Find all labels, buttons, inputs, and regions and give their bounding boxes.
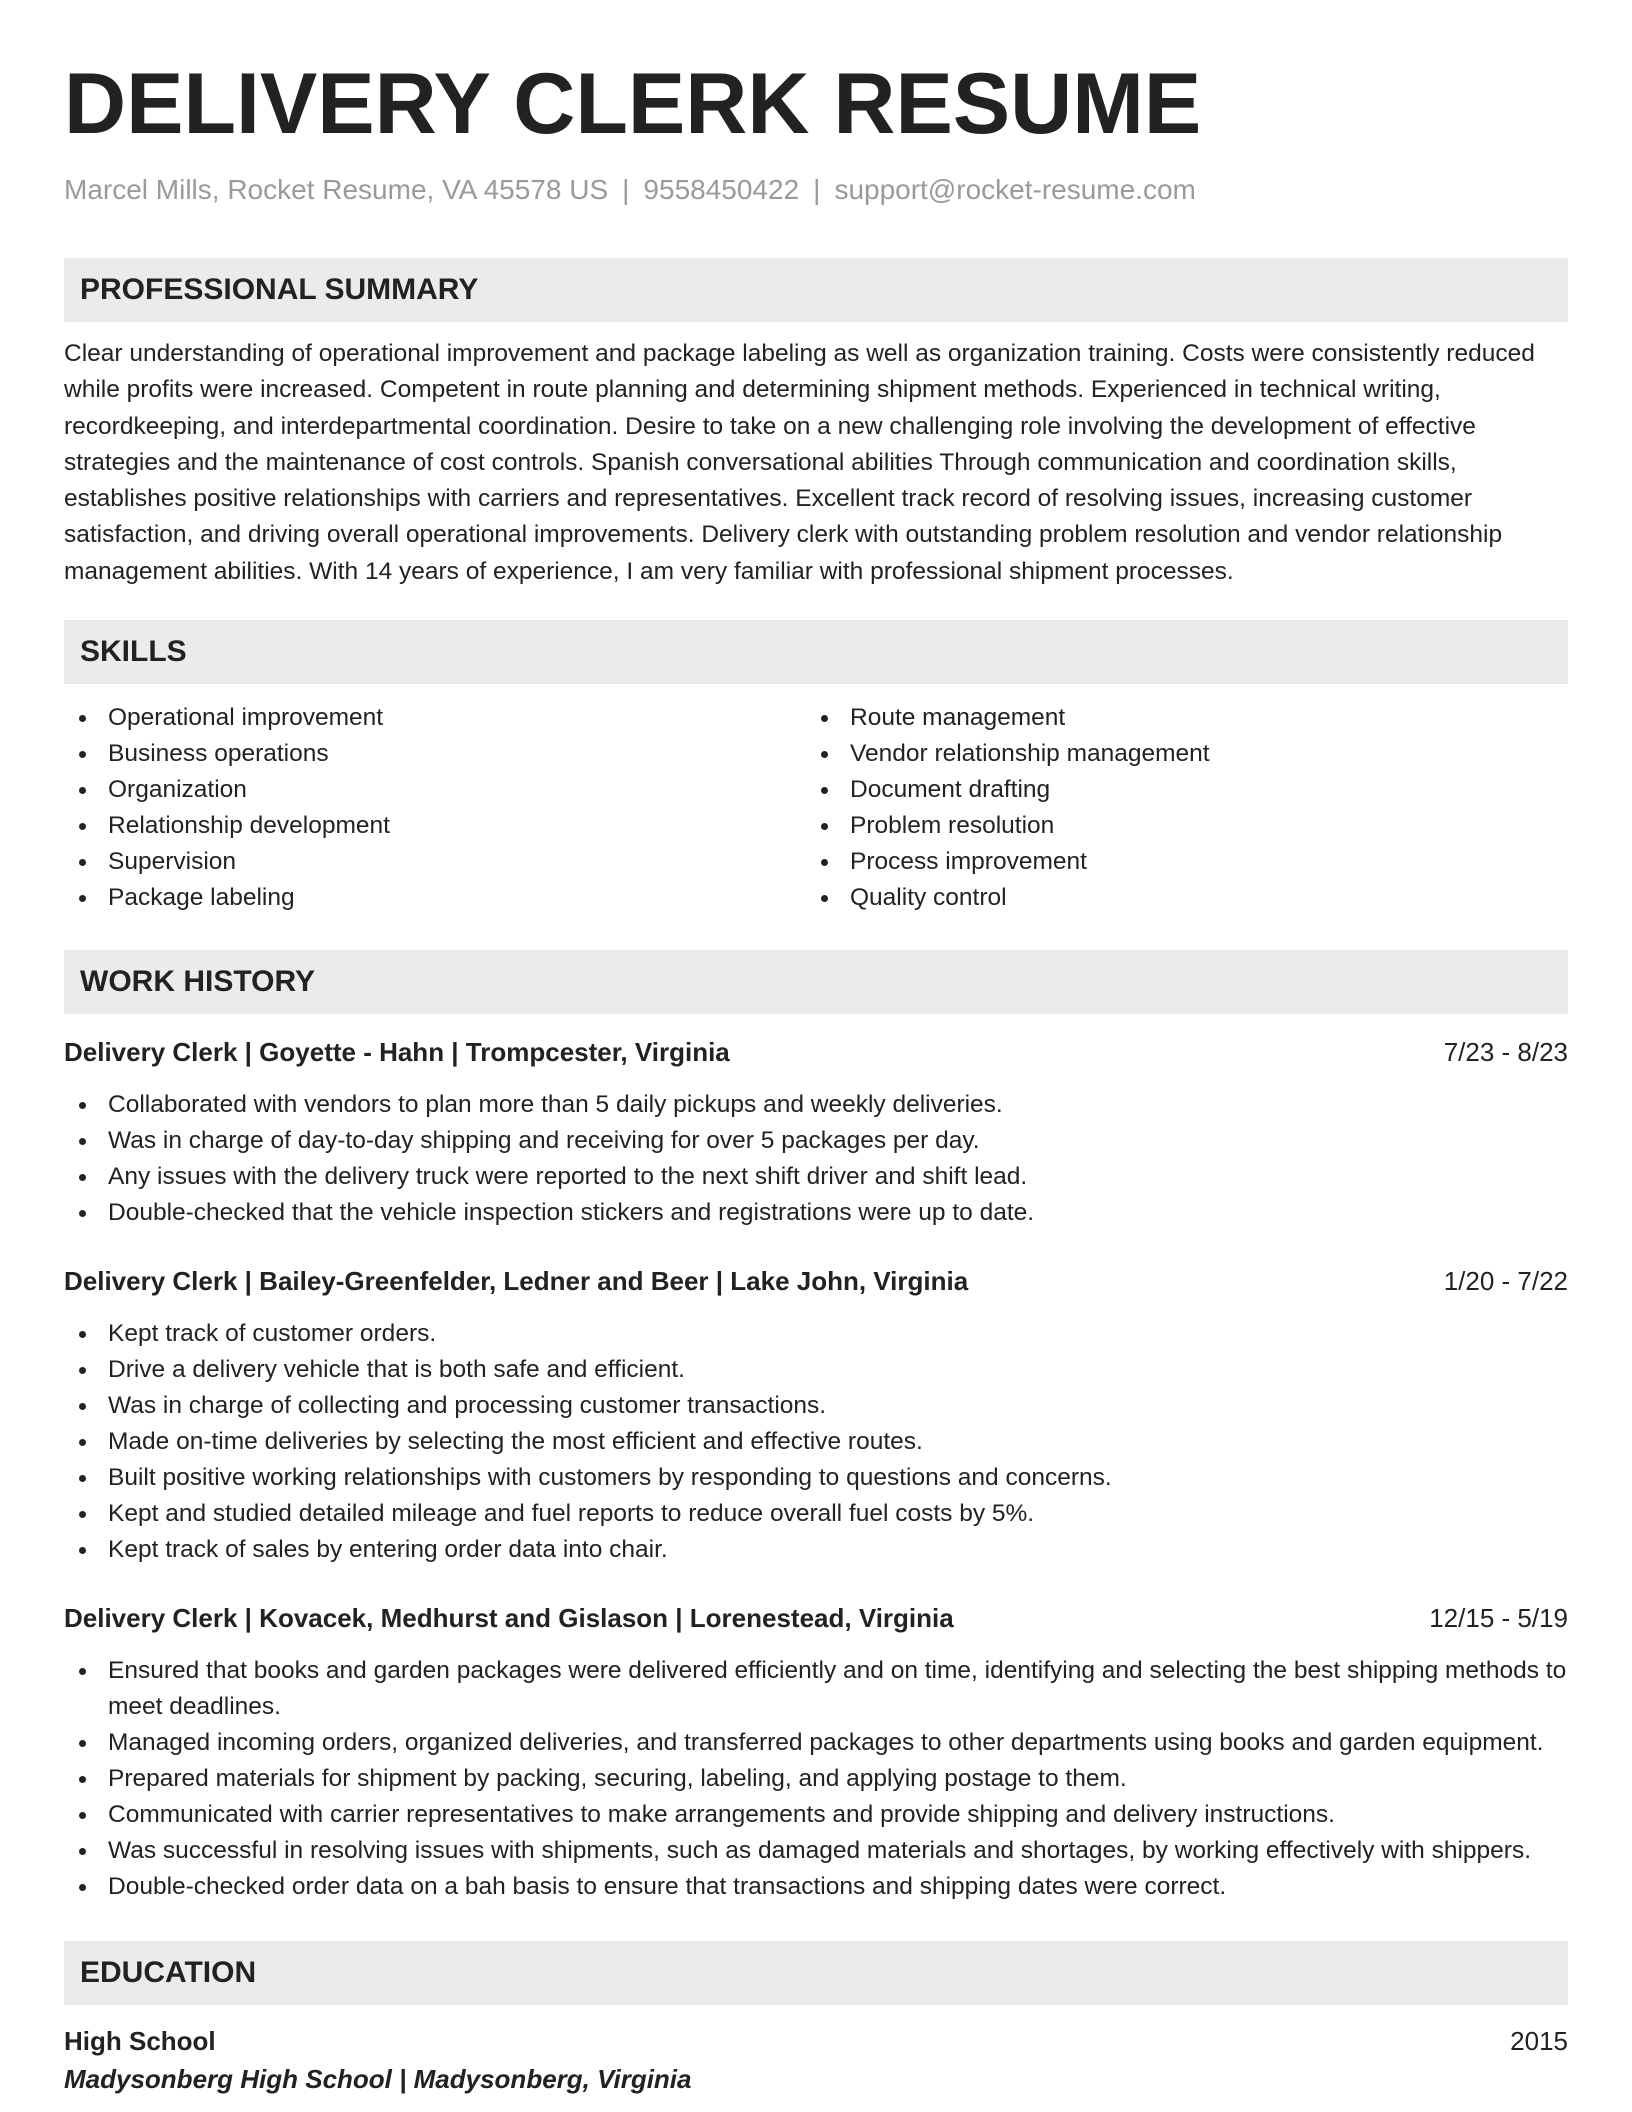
job-header (64, 1263, 1568, 1299)
skills-column-right (806, 700, 1548, 916)
section-header-work-history: WORK HISTORY (64, 950, 1568, 1014)
section-header-summary: PROFESSIONAL SUMMARY (64, 258, 1568, 322)
skill-item: Route management (806, 700, 1548, 736)
job-bullet: Was in charge of day-to-day shipping and receiving for over 5 packages per day. (64, 1123, 1568, 1159)
job-bullet: Was in charge of collecting and processing customer transactions. (64, 1388, 1568, 1424)
job-bullet: Managed incoming orders, organized deliveries, and transferred packages to other departments using books and garden equipment. (64, 1725, 1568, 1761)
skill-item: Operational improvement (64, 700, 806, 736)
job-bullet: Built positive working relationships with customers by responding to questions and concerns. (64, 1460, 1568, 1496)
skill-item: Business operations (64, 736, 806, 772)
job-dates: 12/15 - 5/19 (1429, 1603, 1568, 1634)
job-entry (64, 1600, 1568, 1905)
job-bullet: Made on-time deliveries by selecting the most efficient and effective routes. (64, 1424, 1568, 1460)
education-header (64, 2023, 1568, 2059)
job-bullet: Was successful in resolving issues with shipments, such as damaged materials and shortages, by working effectively with shippers. (64, 1833, 1568, 1869)
job-bullet: Ensured that books and garden packages were delivered efficiently and on time, identifying and selecting the best shipping methods to meet deadlines. (64, 1653, 1568, 1725)
job-entry (64, 1263, 1568, 1568)
job-bullet: Kept track of customer orders. (64, 1316, 1568, 1352)
skill-item: Relationship development (64, 808, 806, 844)
job-title: Delivery Clerk | Kovacek, Medhurst and Gislason | Lorenestead, Virginia (64, 1603, 954, 1634)
skill-item: Vendor relationship management (806, 736, 1548, 772)
contact-line (64, 170, 1568, 210)
skill-item: Organization (64, 772, 806, 808)
skills-list (64, 700, 1568, 916)
job-bullet: Drive a delivery vehicle that is both safe and efficient. (64, 1352, 1568, 1388)
contact-separator: | (813, 174, 821, 205)
section-header-skills: SKILLS (64, 620, 1568, 684)
summary-text: Clear understanding of operational improvement and package labeling as well as organization training. Costs were consistently reduced while profits were increased. Competent in route planning and determining shipment methods. Experienced in technical writing, recordkeeping, and interdepartmental coordination. Desire to take on a new challenging role involving the development of effective strategies and the maintenance of cost controls. Spanish conversational abilities Through communication and coordination skills, establishes positive relationships with carriers and representatives. Excellent track record of resolving issues, increasing customer satisfaction, and driving overall operational improvements. Delivery clerk with outstanding problem resolution and vendor relationship management abilities. With 14 years of experience, I am very familiar with professional shipment processes. (64, 340, 1535, 585)
resume-title: DELIVERY CLERK RESUME (64, 56, 1202, 152)
job-bullets (64, 1087, 1568, 1231)
job-title: Delivery Clerk | Goyette - Hahn | Trompcester, Virginia (64, 1037, 730, 1068)
education-degree: High School (64, 2026, 216, 2057)
education-school: Madysonberg High School | Madysonberg, Virginia (64, 2064, 692, 2095)
education-entry (64, 2023, 1568, 2099)
job-bullet: Communicated with carrier representatives to make arrangements and provide shipping and delivery instructions. (64, 1797, 1568, 1833)
skill-item: Document drafting (806, 772, 1548, 808)
education-year: 2015 (1510, 2026, 1568, 2057)
skill-item: Package labeling (64, 880, 806, 916)
job-bullet: Double-checked that the vehicle inspection stickers and registrations were up to date. (64, 1195, 1568, 1231)
contact-phone: 9558450422 (643, 174, 800, 205)
skills-column-left (64, 700, 806, 916)
job-bullet: Double-checked order data on a bah basis to ensure that transactions and shipping dates were correct. (64, 1869, 1568, 1905)
contact-address: Marcel Mills, Rocket Resume, VA 45578 US (64, 174, 609, 205)
skill-item: Problem resolution (806, 808, 1548, 844)
job-entry (64, 1034, 1568, 1231)
contact-separator: | (622, 174, 630, 205)
job-bullet: Prepared materials for shipment by packing, securing, labeling, and applying postage to them. (64, 1761, 1568, 1797)
resume-page (64, 0, 1568, 2099)
job-dates: 7/23 - 8/23 (1443, 1037, 1568, 1068)
job-dates: 1/20 - 7/22 (1443, 1266, 1568, 1297)
job-bullets (64, 1653, 1568, 1905)
job-title: Delivery Clerk | Bailey-Greenfelder, Ledner and Beer | Lake John, Virginia (64, 1266, 969, 1297)
job-bullets (64, 1316, 1568, 1568)
job-bullet: Kept and studied detailed mileage and fuel reports to reduce overall fuel costs by 5%. (64, 1496, 1568, 1532)
contact-email: support@rocket-resume.com (834, 174, 1196, 205)
job-header (64, 1034, 1568, 1070)
section-header-education: EDUCATION (64, 1941, 1568, 2005)
skill-item: Process improvement (806, 844, 1548, 880)
skill-item: Quality control (806, 880, 1548, 916)
job-header (64, 1600, 1568, 1636)
job-bullet: Kept track of sales by entering order data into chair. (64, 1532, 1568, 1568)
job-bullet: Collaborated with vendors to plan more than 5 daily pickups and weekly deliveries. (64, 1087, 1568, 1123)
skill-item: Supervision (64, 844, 806, 880)
job-bullet: Any issues with the delivery truck were reported to the next shift driver and shift lead. (64, 1159, 1568, 1195)
